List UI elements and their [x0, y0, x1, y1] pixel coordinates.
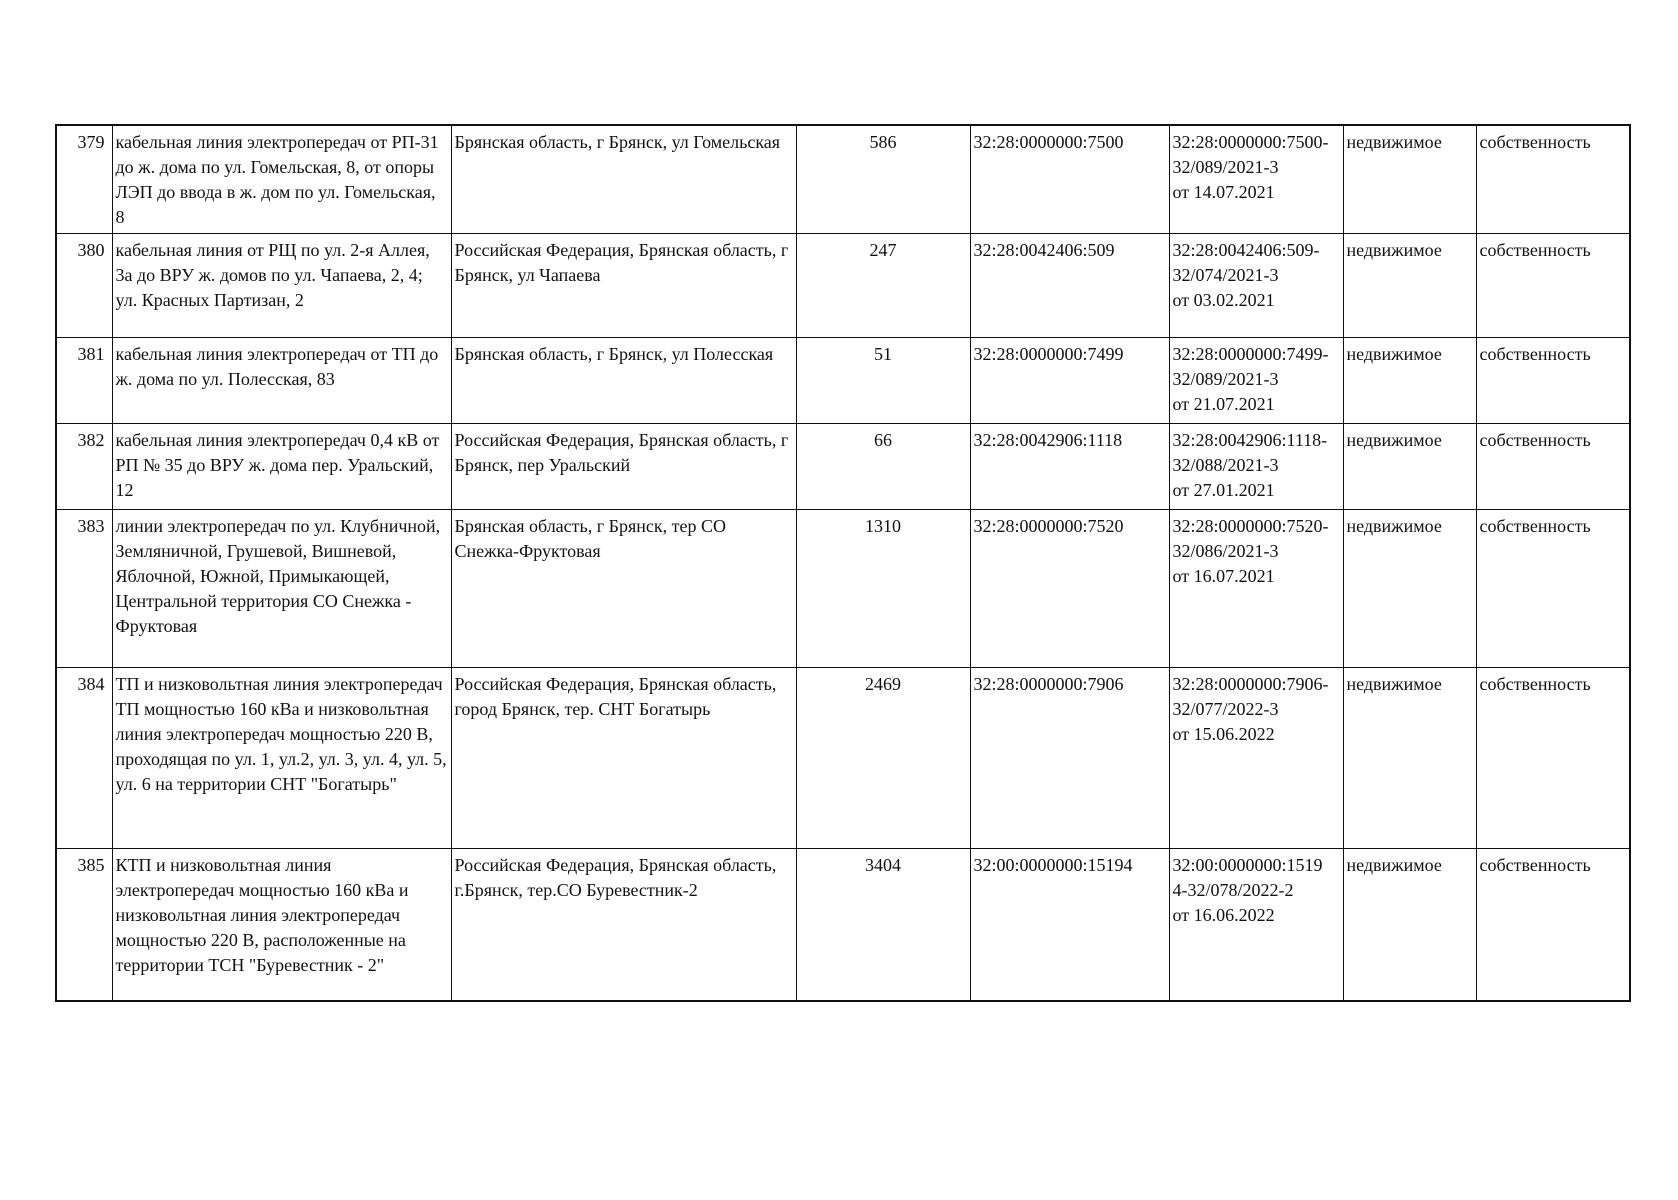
- ownership-right: собственность: [1476, 125, 1630, 233]
- property-type: недвижимое: [1343, 125, 1476, 233]
- registration-number-part-1: 32:28:0000000:7499-: [1172, 343, 1329, 364]
- object-length: 247: [796, 233, 970, 337]
- row-number: 382: [56, 423, 112, 509]
- ownership-right: собственность: [1476, 233, 1630, 337]
- table-row: [56, 667, 1630, 848]
- object-length: 66: [796, 423, 970, 509]
- object-address: Российская Федерация, Брянская область, г.Брянск, тер.СО Буревестник-2: [451, 848, 796, 1001]
- ownership-right: собственность: [1476, 509, 1630, 667]
- registration-record: [1169, 667, 1343, 848]
- registration-record: [1169, 509, 1343, 667]
- registration-number-part-1: 32:28:0000000:7500-: [1172, 132, 1329, 152]
- object-length: 1310: [796, 509, 970, 667]
- property-type: недвижимое: [1343, 423, 1476, 509]
- table-row: [56, 423, 1630, 509]
- object-length: 51: [796, 337, 970, 423]
- registration-number-part-1: 32:28:0042906:1118-: [1172, 429, 1328, 450]
- row-number: 385: [56, 848, 112, 1001]
- table-row: [56, 125, 1630, 233]
- cadastral-number: 32:28:0000000:7520: [970, 509, 1169, 667]
- table-row: [56, 509, 1630, 667]
- registration-date: от 03.02.2021: [1172, 289, 1275, 310]
- registration-record: [1169, 233, 1343, 337]
- table-row: [56, 848, 1630, 1001]
- ownership-right: собственность: [1476, 337, 1630, 423]
- property-type: недвижимое: [1343, 337, 1476, 423]
- registration-date: от 14.07.2021: [1172, 182, 1275, 202]
- property-type: недвижимое: [1343, 667, 1476, 848]
- cadastral-number: 32:28:0000000:7500: [970, 125, 1169, 233]
- object-address: Брянская область, г Брянск, ул Гомельская: [451, 125, 796, 233]
- registration-number-part-1: 32:28:0042406:509-: [1172, 239, 1320, 260]
- object-address: Российская Федерация, Брянская область, г Брянск, пер Уральский: [451, 423, 796, 509]
- cadastral-number: 32:28:0000000:7499: [970, 337, 1169, 423]
- registration-number-part-1: 32:00:0000000:1519: [1172, 854, 1323, 875]
- registration-number-part-2: 32/074/2021-3: [1172, 264, 1279, 285]
- object-name: кабельная линия электропередач от РП-31 до ж. дома по ул. Гомельская, 8, от опоры ЛЭП до ввода в ж. дом по ул. Гомельская, 8: [112, 125, 451, 233]
- object-name: кабельная линия электропередач от ТП до ж. дома по ул. Полесская, 83: [112, 337, 451, 423]
- registration-date: от 27.01.2021: [1172, 479, 1275, 500]
- registration-number-part-2: 4-32/078/2022-2: [1172, 879, 1294, 900]
- cadastral-number: 32:28:0000000:7906: [970, 667, 1169, 848]
- registration-number-part-2: 32/086/2021-3: [1172, 540, 1279, 561]
- table-row: [56, 233, 1630, 337]
- registration-number-part-2: 32/088/2021-3: [1172, 454, 1279, 475]
- property-type: недвижимое: [1343, 509, 1476, 667]
- object-address: Брянская область, г Брянск, тер СО Снежка-Фруктовая: [451, 509, 796, 667]
- row-number: 383: [56, 509, 112, 667]
- object-length: 3404: [796, 848, 970, 1001]
- ownership-right: собственность: [1476, 848, 1630, 1001]
- object-name: линии электропередач по ул. Клубничной, Земляничной, Грушевой, Вишневой, Яблочной, Южной, Примыкающей, Центральной территория СО Снежка - Фруктовая: [112, 509, 451, 667]
- registration-number-part-2: 32/077/2022-3: [1172, 698, 1279, 719]
- registry-table: [55, 124, 1631, 1002]
- property-type: недвижимое: [1343, 233, 1476, 337]
- registration-number-part-2: 32/089/2021-3: [1172, 368, 1279, 389]
- property-type: недвижимое: [1343, 848, 1476, 1001]
- cadastral-number: 32:00:0000000:15194: [970, 848, 1169, 1001]
- registration-number-part-1: 32:28:0000000:7906-: [1172, 673, 1329, 694]
- registration-number-part-2: 32/089/2021-3: [1172, 157, 1279, 177]
- registration-date: от 16.06.2022: [1172, 904, 1275, 925]
- object-name: КТП и низковольтная линия электропередач мощностью 160 кВа и низковольтная линия электропередач мощностью 220 В, расположенные на территории ТСН "Буревестник - 2": [112, 848, 451, 1001]
- ownership-right: собственность: [1476, 667, 1630, 848]
- ownership-right: собственность: [1476, 423, 1630, 509]
- object-length: 586: [796, 125, 970, 233]
- row-number: 380: [56, 233, 112, 337]
- registration-date: от 15.06.2022: [1172, 723, 1275, 744]
- object-length: 2469: [796, 667, 970, 848]
- registration-record: [1169, 848, 1343, 1001]
- cadastral-number: 32:28:0042406:509: [970, 233, 1169, 337]
- cadastral-number: 32:28:0042906:1118: [970, 423, 1169, 509]
- table-row: [56, 337, 1630, 423]
- row-number: 379: [56, 125, 112, 233]
- row-number: 381: [56, 337, 112, 423]
- registration-date: от 21.07.2021: [1172, 393, 1275, 414]
- registration-number-part-1: 32:28:0000000:7520-: [1172, 515, 1329, 536]
- object-name: кабельная линия от РЩ по ул. 2-я Аллея, 3а до ВРУ ж. домов по ул. Чапаева, 2, 4; ул. Красных Партизан, 2: [112, 233, 451, 337]
- row-number: 384: [56, 667, 112, 848]
- registration-record: [1169, 423, 1343, 509]
- object-address: Брянская область, г Брянск, ул Полесская: [451, 337, 796, 423]
- registration-record: [1169, 125, 1343, 233]
- object-address: Российская Федерация, Брянская область, город Брянск, тер. СНТ Богатырь: [451, 667, 796, 848]
- registration-record: [1169, 337, 1343, 423]
- registration-date: от 16.07.2021: [1172, 565, 1275, 586]
- object-name: ТП и низковольтная линия электропередач ТП мощностью 160 кВа и низковольтная линия электропередач мощностью 220 В, проходящая по ул. 1, ул.2, ул. 3, ул. 4, ул. 5, ул. 6 на территории СНТ "Богатырь": [112, 667, 451, 848]
- object-address: Российская Федерация, Брянская область, г Брянск, ул Чапаева: [451, 233, 796, 337]
- object-name: кабельная линия электропередач 0,4 кВ от РП № 35 до ВРУ ж. дома пер. Уральский, 12: [112, 423, 451, 509]
